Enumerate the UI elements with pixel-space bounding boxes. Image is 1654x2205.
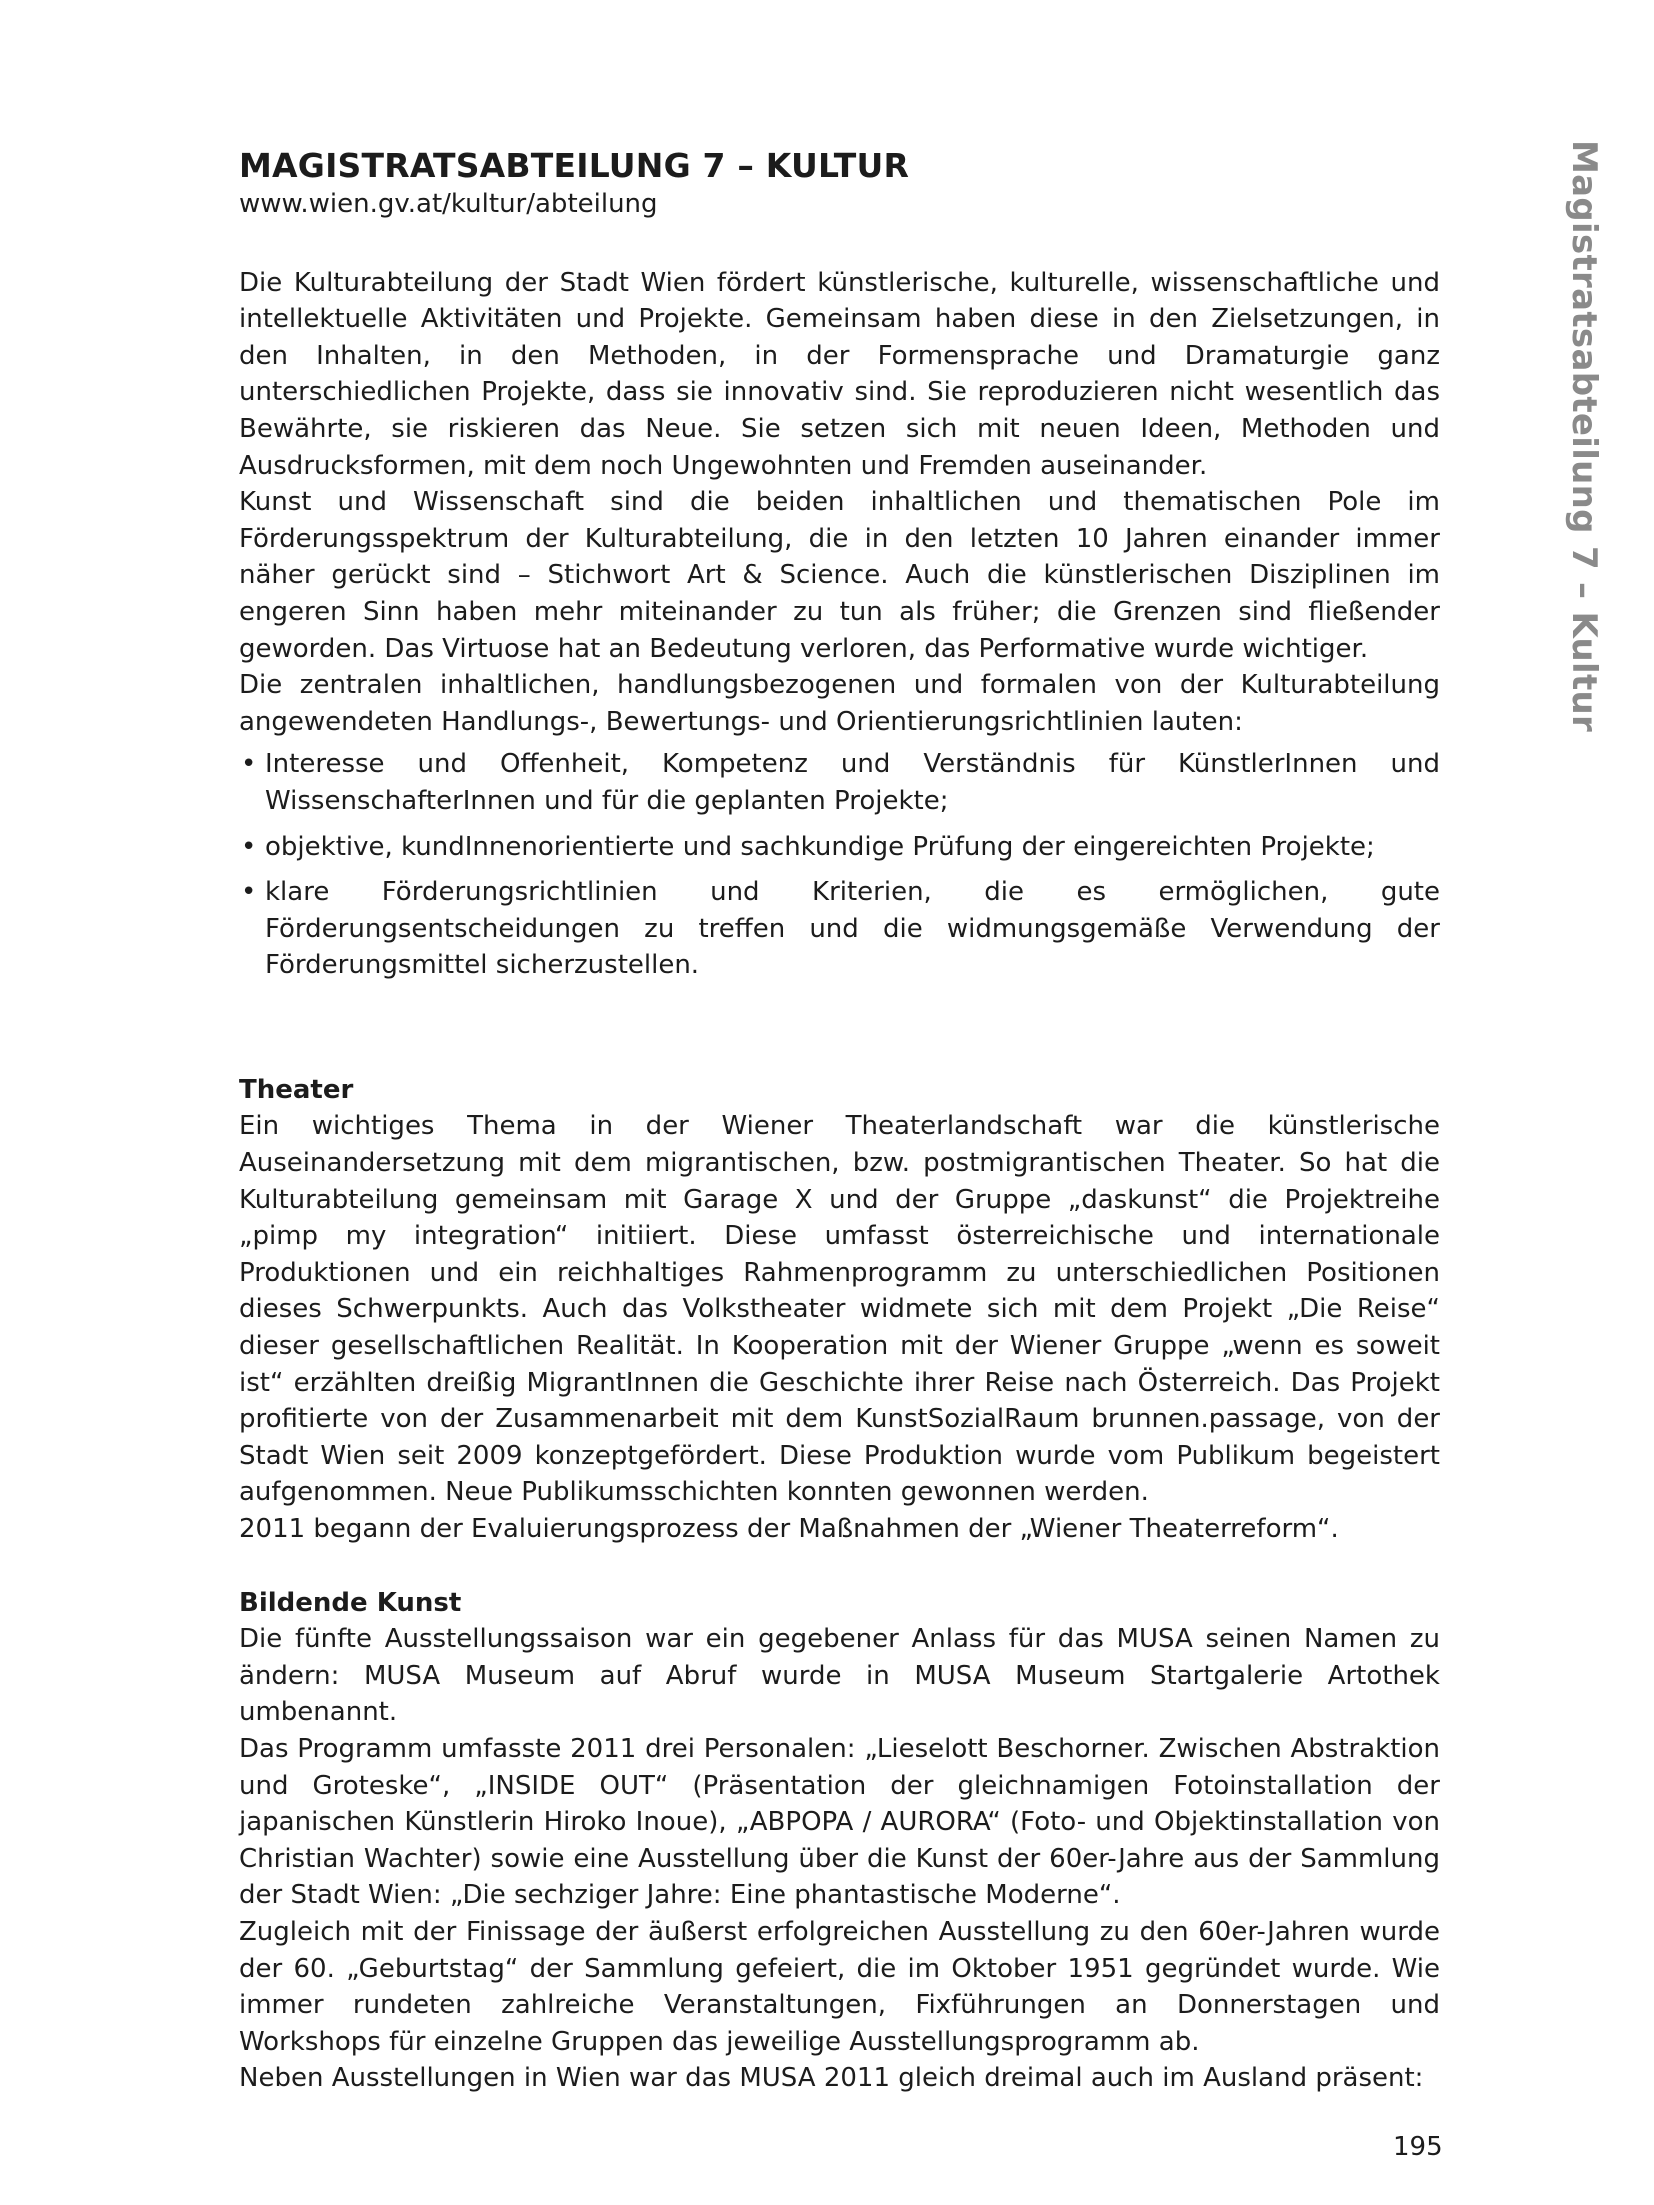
page-title: MAGISTRATSABTEILUNG 7 – KULTUR bbox=[239, 146, 910, 185]
theater-heading: Theater bbox=[239, 1074, 354, 1105]
page-content bbox=[239, 146, 1440, 2097]
theater-paragraph: 2011 begann der Evaluierungsprozess der Maßnahmen der „Wiener Theaterreform“. bbox=[239, 1514, 1339, 1544]
page-number: 195 bbox=[1393, 2132, 1443, 2162]
bildende-kunst-paragraph: Die fünfte Ausstellungssaison war ein gegebener Anlass für das MUSA seinen Namen zu ändern: MUSA Museum auf Abruf wurde in MUSA Museum Startgalerie Artothek umbenannt. bbox=[239, 1624, 1440, 1728]
intro-section bbox=[239, 265, 1440, 984]
bildende-kunst-section bbox=[239, 1585, 1440, 2097]
intro-paragraph: Die zentralen inhaltlichen, handlungsbezogenen und formalen von der Kulturabteilung angewendeten Handlungs-, Bewertungs- und Orientierungsrichtlinien lauten: bbox=[239, 670, 1440, 737]
guideline-item: • Interesse und Offenheit, Kompetenz und Verständnis für KünstlerInnen und WissenschafterInnen und für die geplanten Projekte; bbox=[239, 746, 1440, 819]
guideline-item: • objektive, kundInnenorientierte und sachkundige Prüfung der eingereichten Projekte; bbox=[239, 829, 1440, 866]
theater-paragraph: Ein wichtiges Thema in der Wiener Theaterlandschaft war die künstlerische Auseinandersetzung mit dem migrantischen, bzw. postmigrantischen Theater. So hat die Kulturabteilung gemeinsam mit Garage X und der Gruppe „daskunst“ die Projektreihe „pimp my integration“ initiiert. Diese umfasst österreichische und internationale Produktionen und ein reichhaltiges Rahmenprogramm zu unterschiedlichen Positionen dieses Schwerpunkts. Auch das Volkstheater widmete sich mit dem Projekt „Die Reise“ dieser gesellschaftlichen Realität. In Kooperation mit der Wiener Gruppe „wenn es soweit ist“ erzählten dreißig MigrantInnen die Geschichte ihrer Reise nach Österreich. Das Projekt profitierte von der Zusammenarbeit mit dem KunstSozialRaum brunnen.passage, von der Stadt Wien seit 2009 konzeptgefördert. Diese Produktion wurde vom Publikum begeistert aufgenommen. Neue Publikumsschichten konnten gewonnen werden. bbox=[239, 1111, 1440, 1508]
bildende-kunst-paragraph: Neben Ausstellungen in Wien war das MUSA 2011 gleich dreimal auch im Ausland präsent: bbox=[239, 2063, 1424, 2094]
guideline-item: • klare Förderungsrichtlinien und Kriterien, die es ermöglichen, gute Förderungsentscheidungen zu treffen und die widmungsgemäße Verwendung der Förderungsmittel sicherzustellen. bbox=[239, 874, 1440, 984]
bildende-kunst-heading: Bildende Kunst bbox=[239, 1587, 462, 1618]
guidelines-list bbox=[239, 746, 1440, 984]
side-running-title: Magistratsabteilung 7 – Kultur bbox=[1564, 140, 1604, 733]
theater-section bbox=[239, 1072, 1440, 1548]
intro-paragraph: Kunst und Wissenschaft sind die beiden inhaltlichen und thematischen Pole im Förderungsspektrum der Kulturabteilung, die in den letzten 10 Jahren einander immer näher gerückt sind – Stichwort Art & Science. Auch die künstlerischen Disziplinen im engeren Sinn haben mehr miteinander zu tun als früher; die Grenzen sind fließender geworden. Das Virtuose hat an Bedeutung verloren, das Performative wurde wichtiger. bbox=[239, 487, 1440, 664]
bildende-kunst-paragraph: Das Programm umfasste 2011 drei Personalen: „Lieselott Beschorner. Zwischen Abstraktion und Groteske“, „INSIDE OUT“ (Präsentation der gleichnamigen Fotoinstallation der japanischen Künstlerin Hiroko Inoue), „ABPOPA / AURORA“ (Foto- und Objektinstallation von Christian Wachter) sowie eine Ausstellung über die Kunst der 60er-Jahre aus der Sammlung der Stadt Wien: „Die sechziger Jahre: Eine phantastische Moderne“. bbox=[239, 1733, 1440, 1911]
bildende-kunst-paragraph: Zugleich mit der Finissage der äußerst erfolgreichen Ausstellung zu den 60er-Jahren wurde der 60. „Geburtstag“ der Sammlung gefeiert, die im Oktober 1951 gegründet wurde. Wie immer rundeten zahlreiche Veranstaltungen, Fixführungen an Donnerstagen und Workshops für einzelne Gruppen das jeweilige Ausstellungsprogramm ab. bbox=[239, 1916, 1440, 2057]
department-url: www.wien.gv.at/kultur/abteilung bbox=[239, 189, 658, 219]
intro-paragraph: Die Kulturabteilung der Stadt Wien fördert künstlerische, kulturelle, wissenschaftliche und intellektuelle Aktivitäten und Projekte. Gemeinsam haben diese in den Zielsetzungen, in den Inhalten, in den Methoden, in der Formensprache und Dramaturgie ganz unterschiedlichen Projekte, dass sie innovativ sind. Sie reproduzieren nicht wesentlich das Bewährte, sie riskieren das Neue. Sie setzen sich mit neuen Ideen, Methoden und Ausdrucksformen, mit dem noch Ungewohnten und Fremden auseinander. bbox=[239, 267, 1440, 481]
